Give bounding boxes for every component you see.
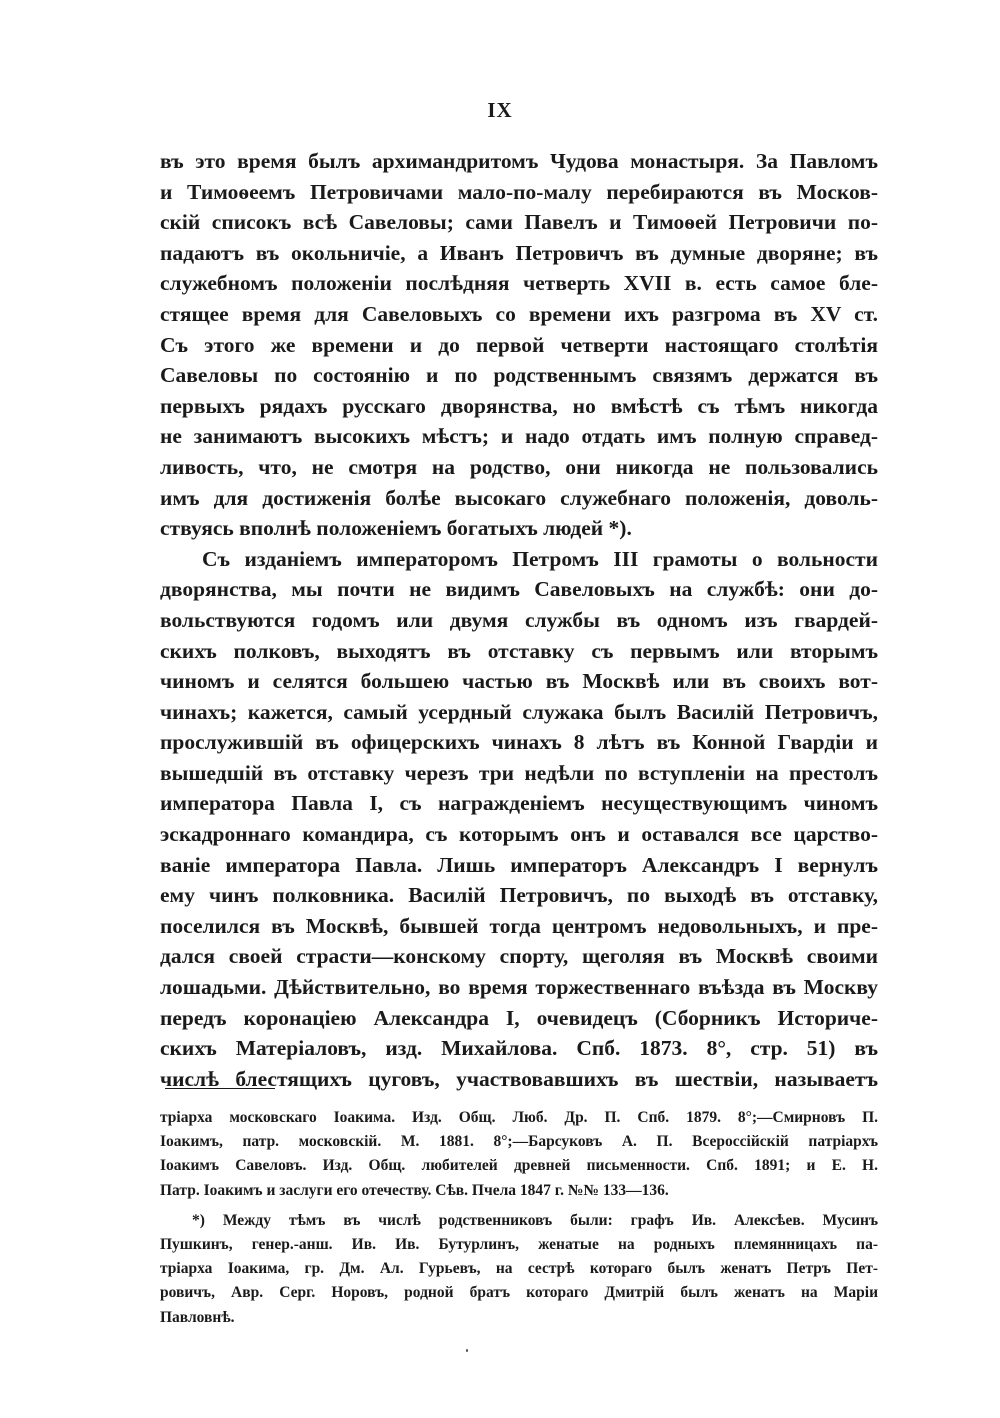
page-number: IX [487,98,513,122]
text-line: въ это время былъ архимандритомъ Чудова монастыря. За Павломъ [160,149,878,173]
text-line: падаютъ въ окольничіе, а Иванъ Петровичъ въ думные дворяне; въ [160,240,878,265]
text-line: дался своей страсти—конскому спорту, щеголяя въ Москвѣ своими [160,944,878,969]
text-line: вышедшій въ отставку черезъ три недѣли по вступленіи на престолъ [160,760,878,785]
text-line: скихъ Матеріаловъ, изд. Михайлова. Спб. 1873. 8°, стр. 51) въ [160,1036,878,1061]
text-line: императора Павла I, съ награжденіемъ несуществующимъ чиномъ [160,791,878,816]
text-line: Савеловы по состоянію и по родственнымъ связямъ держатся въ [160,363,878,388]
footnote-line: тріарха Іоакима, гр. Дм. Ал. Гурьевъ, на сестрѣ котораго былъ женатъ Петръ Пет- [160,1260,878,1278]
text-line: чиномъ и селятся большею частью въ Москвѣ или въ своихъ вот- [160,669,878,694]
text-line: Съ этого же времени и до первой четверти настоящаго столѣтія [160,332,878,357]
text-line: прослужившій въ офицерскихъ чинахъ 8 лѣтъ въ Конной Гвардіи и [160,730,878,755]
text-line: чинахъ; кажется, самый усердный служака былъ Василій Петровичъ, [160,699,878,724]
text-line: и Тимоѳеемъ Петровичами мало-по-малу перебираются въ Москов- [160,179,878,204]
footnote-separator-rule [165,1088,275,1089]
footnote-line: Іоакимъ, патр. московскій. М. 1881. 8°;—Барсуковъ А. П. Всероссійскій патріархъ [160,1133,878,1151]
text-line: поселился въ Москвѣ, бывшей тогда центромъ недовольныхъ, и пре- [160,913,878,938]
text-line: ливость, что, не смотря на родство, они никогда не пользовались [160,454,878,479]
text-line: лошадьми. Дѣйствительно, во время торжественнаго въѣзда въ Москву [160,975,878,1000]
text-line: скій списокъ всѣ Савеловы; сами Павелъ и Тимоѳей Петровичи по- [160,210,878,235]
footnote-start-line: *) Между тѣмъ въ числѣ родственниковъ были: графъ Ив. Алексѣев. Мусинъ [192,1211,878,1229]
text-line: ваніе императора Павла. Лишь императоръ Александръ I вернулъ [160,852,878,877]
paragraph-end-line: ствуясь вполнѣ положеніемъ богатыхъ людей *). [160,516,632,541]
paragraph-start-line: Съ изданіемъ императоромъ Петромъ III грамоты о вольности [202,546,878,571]
text-line: первыхъ рядахъ русскаго дворянства, но вмѣстѣ съ тѣмъ никогда [160,393,878,418]
text-line: стящее время для Савеловыхъ со времени ихъ разгрома въ XV ст. [160,301,878,326]
footnote-line: тріарха московскаго Іоакима. Изд. Общ. Люб. Др. П. Спб. 1879. 8°;—Смирновъ П. [160,1109,878,1126]
text-line: ему чинъ полковника. Василій Петровичъ, по выходѣ въ отставку, [160,883,878,908]
text-line: не занимаютъ высокихъ мѣстъ; и надо отдать имъ полную справед- [160,424,878,449]
footnote-line: ровичъ, Авр. Серг. Норовъ, родной братъ котораго Дмитрій былъ женатъ на Маріи [160,1284,878,1302]
text-line: имъ для достиженія болѣе высокаго служебнаго положенія, доволь- [160,485,878,510]
footnote-line: Павловнѣ. [160,1308,235,1326]
print-speck [466,1349,468,1352]
footnotes [160,1106,878,1330]
text-line: вольствуются годомъ или двумя службы въ одномъ изъ гвардей- [160,607,878,632]
footnote-line: Пушкинъ, генер.-анш. Ив. Ив. Бутурлинъ, женатые на родныхъ племянницахъ па- [160,1235,878,1253]
text-line: служебномъ положеніи послѣдняя четверть XVII в. есть самое бле- [160,271,878,296]
text-line: передъ коронаціею Александра I, очевидецъ (Сборникъ Историче- [160,1005,878,1030]
text-line: дворянства, мы почти не видимъ Савеловыхъ на службѣ: они до- [160,577,878,602]
text-line: скихъ полковъ, выходятъ въ отставку съ первымъ или вторымъ [160,638,878,663]
footnote-line: Іоакимъ Савеловъ. Изд. Общ. любителей древней письменности. Спб. 1891; и Е. Н. [160,1157,878,1175]
main-text-body [160,146,878,1094]
text-line: числѣ блестящихъ цуговъ, участвовавшихъ въ шествіи, называетъ [160,1066,878,1091]
footnote-line: Патр. Іоакимъ и заслуги его отечеству. Сѣв. Пчела 1847 г. №№ 133—136. [160,1181,669,1199]
text-line: эскадроннаго командира, съ которымъ онъ и оставался все царство- [160,822,878,847]
